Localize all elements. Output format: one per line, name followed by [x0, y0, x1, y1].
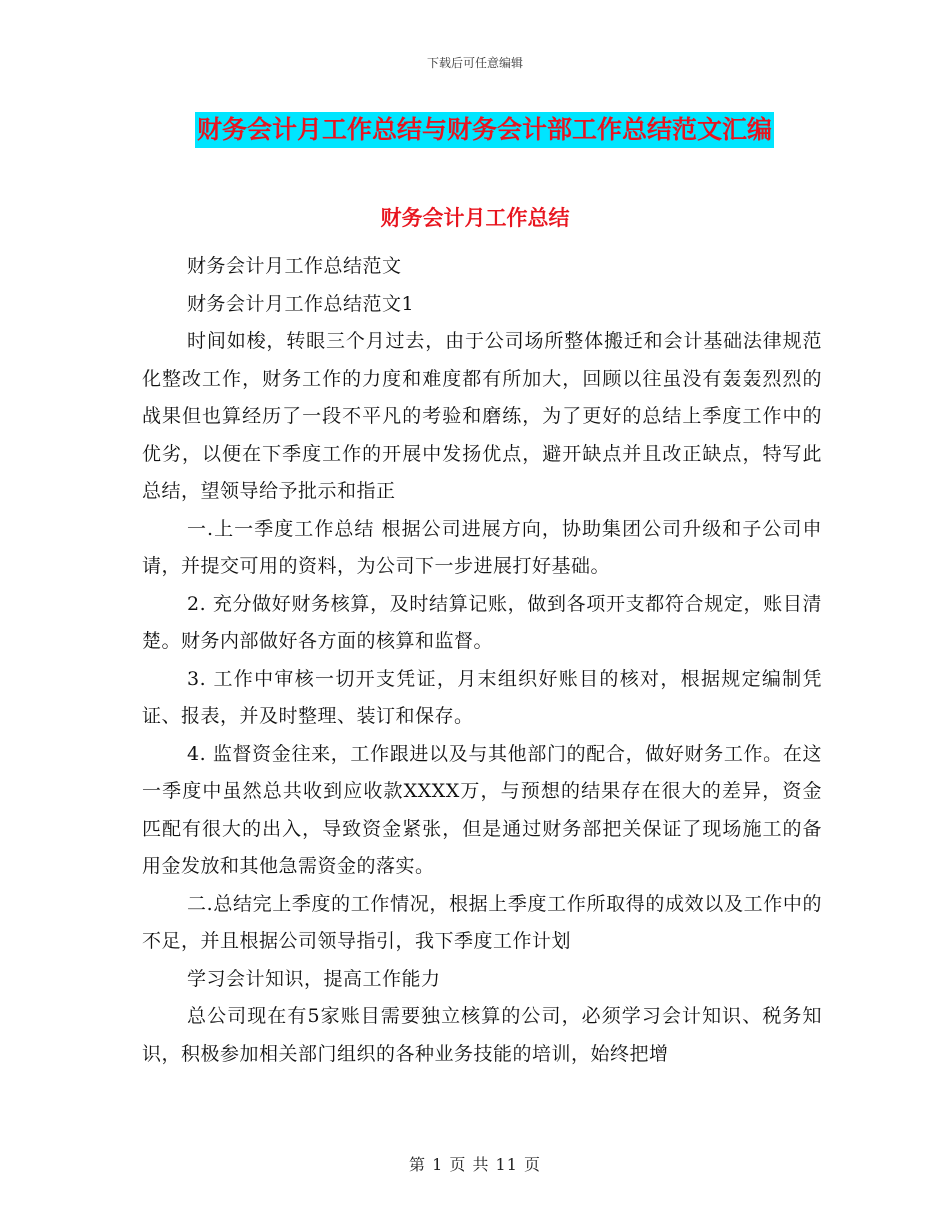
- paragraph-item-2: 2. 充分做好财务核算，及时结算记账，做到各项开支都符合规定，账目清楚。财务内部做好各方面的核算和监督。: [142, 592, 822, 652]
- page-number-footer: 第 1 页 共 11 页: [409, 1155, 541, 1174]
- document-main-title: 财务会计月工作总结与财务会计部工作总结范文汇编: [195, 112, 774, 148]
- paragraph-item-4: 4. 监督资金往来，工作跟进以及与其他部门的配合，做好财务工作。在这一季度中虽然总共收到应收款XXXX万，与预想的结果存在很大的差异，资金匹配有很大的出入，导致资金紧张，但是通过财务部把关保证了现场施工的备用金发放和其他急需资金的落实。: [142, 742, 822, 877]
- paragraph-plan-heading: 学习会计知识，提高工作能力: [187, 967, 441, 990]
- paragraph-item-1: 一.上一季度工作总结 根据公司进展方向，协助集团公司升级和子公司申请，并提交可用的资料，为公司下一步进展打好基础。: [142, 517, 822, 577]
- document-body: [142, 248, 822, 1073]
- paragraph-intro: 时间如梭，转眼三个月过去，由于公司场所整体搬迁和会计基础法律规范化整改工作，财务工作的力度和难度都有所加大，回顾以往虽没有轰轰烈烈的战果但也算经历了一段不平凡的考验和磨练，为了更好的总结上季度工作中的优劣，以便在下季度工作的开展中发扬优点，避开缺点并且改正缺点，特写此总结，望领导给予批示和指正: [142, 330, 822, 502]
- section-title: 财务会计月工作总结: [380, 206, 570, 230]
- paragraph-plan-body: 总公司现在有5家账目需要独立核算的公司，必须学习会计知识、税务知识，积极参加相关部门组织的各种业务技能的培训，始终把增: [142, 1005, 822, 1065]
- paragraph-heading: 财务会计月工作总结范文: [187, 255, 402, 277]
- paragraph-plan: 二.总结完上季度的工作情况，根据上季度工作所取得的成效以及工作中的不足，并且根据公司领导指引，我下季度工作计划: [142, 892, 822, 952]
- paragraph-item-3: 3. 工作中审核一切开支凭证，月末组织好账目的核对，根据规定编制凭证、报表，并及时整理、装订和保存。: [142, 667, 822, 727]
- paragraph-subheading: 财务会计月工作总结范文1: [187, 292, 415, 315]
- header-note: 下载后可任意编辑: [426, 56, 523, 70]
